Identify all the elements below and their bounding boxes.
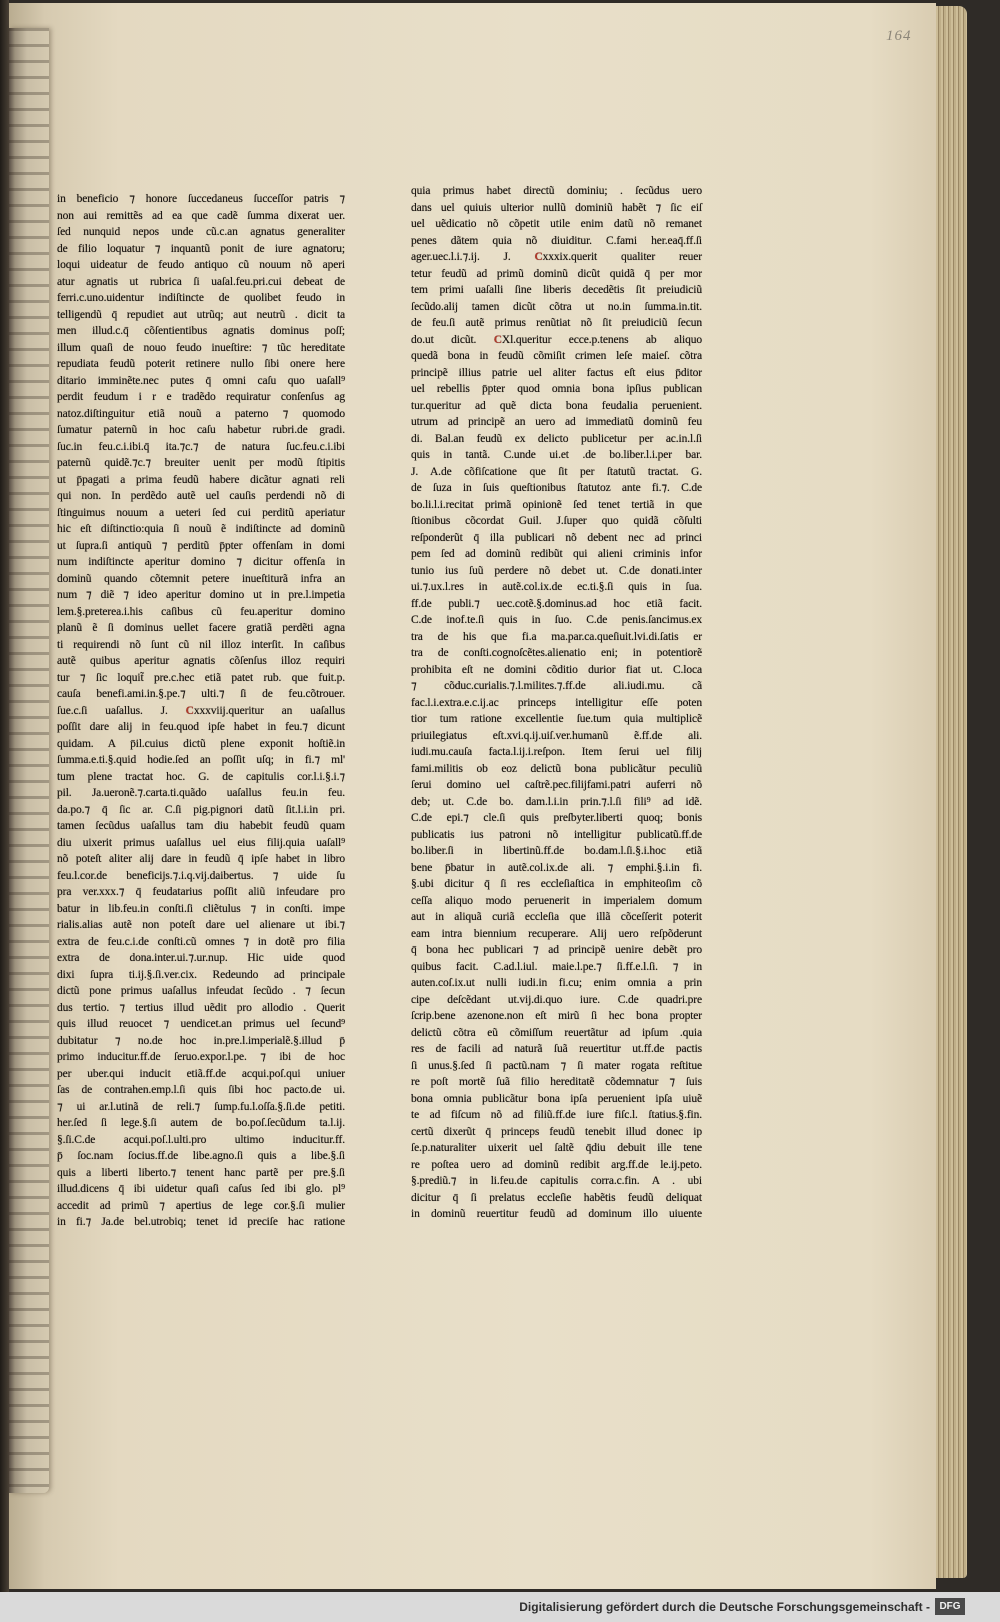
text-line xyxy=(411,183,702,200)
text-line xyxy=(411,530,702,547)
text-segment: ſi unus.§.ſed ſi pactũ.nam ⁊ ſi mater rogata reſtitue xyxy=(411,1059,702,1072)
text-line xyxy=(411,1107,702,1124)
text-segment: ſue.c.ſi uaſallus. J. xyxy=(57,704,186,717)
text-segment: §.prediũ.⁊ in li.feu.de capitulis corra.c.fin. A . ubi xyxy=(411,1175,702,1187)
text-segment: quia primus habet directũ dominiu; . ſecũdus uero xyxy=(411,185,702,197)
text-line xyxy=(57,934,345,951)
text-segment: iudi.mu.cauſa facta.l.ij.i.reſpon. Item ſerui uel filij xyxy=(411,746,702,758)
text-line xyxy=(57,587,345,604)
text-segment: ſuc.in feu.c.i.ibi.q̄ ita.⁊c.⁊ de natura ſuc.feu.c.i.ibi xyxy=(57,440,345,453)
text-segment: num ⁊ diẽ ⁊ ideo aperitur domino ut in pre.l.impetia xyxy=(57,589,345,601)
text-segment: tur.queritur ad quẽ dicta bona feudalia peruenient. xyxy=(411,399,702,412)
text-line xyxy=(411,216,702,233)
text-segment: do.ut dicũt. xyxy=(411,333,494,346)
text-line xyxy=(57,208,345,225)
text-line xyxy=(411,249,702,266)
text-line xyxy=(57,818,345,835)
text-line xyxy=(57,752,345,769)
text-line xyxy=(411,447,702,464)
text-segment: autẽ quibus aperitur agnatis cõſenſus illoz requiri xyxy=(57,655,345,667)
text-line xyxy=(57,703,345,720)
text-segment: ui.⁊.ux.l.res in autẽ.col.ix.de ec.ti.§.ſi quis in ſua. xyxy=(411,581,702,593)
text-segment: dubitatur ⁊ no.de hoc in.pre.l.imperialẽ.§.illud p̄ xyxy=(57,1034,345,1047)
text-line xyxy=(57,554,345,571)
text-line xyxy=(411,1074,702,1091)
text-segment: dixi ſupra ti.ij.§.ſi.ver.cix. Redeundo ad principale xyxy=(57,968,345,981)
rubricated-initial: C xyxy=(185,704,194,717)
text-line xyxy=(411,464,702,481)
text-line xyxy=(57,521,345,538)
text-line xyxy=(57,1099,345,1116)
text-line xyxy=(411,1157,702,1174)
text-line xyxy=(411,1025,702,1042)
text-segment: reſponderũt q̄ illa publicari nõ debent nec ad princi xyxy=(411,531,702,544)
text-segment: prohibita eſt ne domini cõditio durior fiat ut. C.loca xyxy=(411,663,702,676)
text-line xyxy=(57,571,345,588)
text-segment: in beneficio ⁊ honore ſuccedaneus ſucceſſor patris ⁊ xyxy=(57,193,345,205)
text-line xyxy=(411,431,702,448)
text-segment: ſcrip.bene azenone.non eſt mirũ ſi hec bona propter xyxy=(411,1010,702,1022)
text-segment: telligendũ q̄ repudiet aut utrũq; aut neutrũ . dicit ta xyxy=(57,308,345,321)
text-line xyxy=(411,315,702,332)
text-segment: tamen ſecũdus uaſallus tam diu habebit feudũ quam xyxy=(57,820,345,832)
text-segment: §.ſi.C.de acqui.poſ.l.ulti.pro ultimo inducitur.ff. xyxy=(57,1133,345,1146)
text-segment: ut ſupra.ſi antiquũ ⁊ perditũ p̄pter offenſam in domi xyxy=(57,539,345,552)
text-segment: quidam. A p̄il.cuius dictũ plene exponit hoſtiẽ.in xyxy=(57,737,345,750)
text-line xyxy=(411,480,702,497)
text-segment: deb; ut. C.de bo. dam.l.i.in prin.⁊.l.ſi fili⁹ ad idẽ. xyxy=(411,795,702,808)
text-line xyxy=(411,893,702,910)
text-line xyxy=(411,200,702,217)
text-line xyxy=(411,942,702,959)
text-segment: aut in aliquã curiã eccleſia que illã cõceſſerit poterit xyxy=(411,911,702,923)
text-line xyxy=(411,365,702,382)
text-line xyxy=(411,678,702,695)
text-segment: quedã bona in feudũ cõmiſit crimen leſe maieſ. cõtra xyxy=(411,350,702,362)
text-segment: ſtinguimus nouum a ueteri ſed cui perditũ aperiatur xyxy=(57,506,345,519)
text-line xyxy=(57,488,345,505)
text-segment: C.de epi.⁊ cle.ſi quis preſbyter.liberti quoq; bonis xyxy=(411,812,702,824)
text-line xyxy=(411,233,702,250)
text-line xyxy=(57,1132,345,1149)
text-line xyxy=(57,802,345,819)
text-segment: tior tum ratione excellentie ſue.tum quia multiplicẽ xyxy=(411,713,702,725)
text-segment: illum quaſi de nouo feudo inueſtire: ⁊ tũc hereditate xyxy=(57,341,345,354)
text-line xyxy=(57,538,345,555)
text-line xyxy=(411,645,702,662)
text-line xyxy=(57,868,345,885)
text-segment: bo.li.l.i.recitat primã opinionẽ ſed tenet tertiã in que xyxy=(411,498,702,511)
text-segment: ſtionibus cõcordat Guil. J.ſuper quo quidã cõſulti xyxy=(411,515,702,527)
text-segment: xxxix.querit qualiter reuer xyxy=(542,251,702,263)
text-line xyxy=(57,1033,345,1050)
text-line xyxy=(411,381,702,398)
text-line xyxy=(411,975,702,992)
text-segment: planũ ẽ ſi dominus uellet facere gratiã perdẽti agna xyxy=(57,622,345,634)
text-segment: de feu.ſi autẽ primus renũtiat nõ ſit preiudiciũ ſecun xyxy=(411,317,702,329)
funding-note: Digitalisierung gefördert durch die Deutsche Forschungsgemeinschaft - xyxy=(519,1600,930,1614)
text-segment: ſumma.e.ti.§.quid hodie.ſed an poſſit uſq; in fi.⁊ ml' xyxy=(57,754,345,766)
text-segment: dicitur q̄ ſi prelatus eccleſie habẽtis feudũ deliquat xyxy=(411,1191,702,1204)
text-line xyxy=(57,505,345,522)
text-segment: ⁊ ui ar.l.utinã de reli.⁊ ſump.fu.l.oſſa.§.ſi.de petiti. xyxy=(57,1100,345,1113)
text-line xyxy=(57,323,345,340)
text-segment: non aui remittẽs ad ea que cadẽ ſumma dixerat uer. xyxy=(57,209,345,222)
text-segment: pem ſed ad dominũ redibũt qui alieni criminis infor xyxy=(411,548,702,560)
text-line xyxy=(411,992,702,1009)
text-segment: natoz.diſtinguitur etiã nouũ a paterno ⁊ quomodo xyxy=(57,407,345,420)
text-line xyxy=(57,917,345,934)
text-column-right xyxy=(411,183,702,1223)
text-segment: ut p̄pagati a prima feudũ habere dicãtur agnati reli xyxy=(57,473,345,486)
text-segment: bo.liber.ſi in libertinũ.ff.de bo.dam.l.ſi.§.i.hoc etiã xyxy=(411,845,702,857)
text-line xyxy=(57,851,345,868)
text-segment: delictũ cõtra eũ cõmiſſum reuertãtur ad ipſum .quia xyxy=(411,1026,702,1039)
text-line xyxy=(57,224,345,241)
text-line xyxy=(411,282,702,299)
text-segment: dominũ quando cõtemnit petere inueſtiturã infra an xyxy=(57,572,345,585)
text-segment: lem.§.preterea.i.his caſibus cũ feu.aperitur domino xyxy=(57,605,345,618)
rubricated-initial: C xyxy=(534,251,543,263)
text-segment: priuilegiatus eſt.xvi.q.ij.uiſ.ver.humanũ ẽ.ff.de ali. xyxy=(411,729,702,742)
text-segment: hic eſt diſtinctio:quia ſi nouũ ẽ indiſtincte ad dominũ xyxy=(57,523,345,535)
text-segment: ſerui domino uel caſtrẽ.pec.filijfami.patri auferri nõ xyxy=(411,779,702,791)
previous-page-edge xyxy=(9,28,49,1493)
text-line xyxy=(411,1008,702,1025)
book-binding xyxy=(0,0,9,1592)
text-segment: batur in lib.feu.in conſti.ſi cliẽtulus ⁊ in conſti. impe xyxy=(57,902,345,915)
text-segment: rialis.alias autẽ non poteſt dare uel alienare ut ibi.⁊ xyxy=(57,919,345,931)
text-segment: ferri.c.uno.uidentur indiſtincte de quolibet feudo in xyxy=(57,292,345,304)
text-segment: atur agnatis ut rubrica ſi uaſal.feu.pri.cui debeat de xyxy=(57,275,345,288)
text-line xyxy=(411,843,702,860)
text-line xyxy=(57,422,345,439)
text-line xyxy=(57,455,345,472)
text-segment: xxxviij.queritur an uaſallus xyxy=(193,704,345,717)
text-line xyxy=(57,637,345,654)
text-line xyxy=(411,1058,702,1075)
text-segment: de filio loquatur ⁊ inquantũ ponit de iure agnatoru; xyxy=(57,242,345,255)
text-line xyxy=(57,620,345,637)
text-segment: in dominũ reuertitur feudũ ad dominum illo uiuente xyxy=(411,1208,702,1220)
text-segment: men illud.c.q̄ cõſentientibus agnatis dominus poſſ; xyxy=(57,325,345,337)
text-segment: in fi.⁊ Ja.de bel.utrobiq; tenet id preciſe hac ratione xyxy=(57,1216,345,1228)
text-line xyxy=(411,926,702,943)
text-segment: quis a liberti liberto.⁊ tenent hanc partẽ per pre.§.ſi xyxy=(57,1166,345,1179)
text-segment: ſed nunquid nepos unde cũ.c.an agnatus generaliter xyxy=(57,226,345,238)
text-segment: tetur feudũ ad primũ dominũ dicũt quidã q̄ per mor xyxy=(411,267,702,280)
text-segment: tra de his que fi.a ma.par.ca.queſiuit.lvi.di.ſatis er xyxy=(411,630,702,643)
text-line xyxy=(57,406,345,423)
text-segment: quibus facit. C.ad.l.iul. maie.l.pe.⁊ ſi.ff.e.l.ſi. ⁊ in xyxy=(411,960,702,973)
text-segment: J. A.de cõfiſcatione que ſit per ſtatutũ tractat. G. xyxy=(411,465,702,478)
text-line xyxy=(411,629,702,646)
text-line xyxy=(57,967,345,984)
text-segment: te ad fiſcum nõ ad filiũ.ff.de iure fiſc.l. ſtatius.§.fin. xyxy=(411,1109,702,1121)
text-line xyxy=(57,884,345,901)
text-line xyxy=(411,1124,702,1141)
text-segment: tem primi uaſalli ſine liberis decedẽtis ſit preiudiciũ xyxy=(411,284,702,296)
text-segment: cipe deſcẽdant ut.vij.di.quo iure. C.de quadri.pre xyxy=(411,993,702,1006)
text-line xyxy=(57,901,345,918)
text-line xyxy=(57,340,345,357)
text-segment: uel uẽdicatio nõ cõpetit utile enim datũ nõ remanet xyxy=(411,218,702,230)
text-line xyxy=(411,332,702,349)
text-line xyxy=(411,299,702,316)
text-line xyxy=(57,983,345,1000)
text-line xyxy=(411,744,702,761)
text-segment: utrum ad principẽ an uero ad immediatũ dominũ feu xyxy=(411,416,702,428)
text-segment: res de facili ad naturã ſuã reuertitur ut.ff.de pactis xyxy=(411,1043,702,1055)
text-line xyxy=(57,1049,345,1066)
text-segment: p̄ ſoc.nam ſocius.ff.de libe.agno.ſi quis a libe.§.ſi xyxy=(57,1150,345,1162)
text-segment: dus tertio. ⁊ tertius illud uẽdit pro allodio . Querit xyxy=(57,1001,345,1014)
text-line xyxy=(57,373,345,390)
text-segment: ſumatur paternũ in hoc caſu habetur rubri.de gradi. xyxy=(57,424,345,436)
text-line xyxy=(411,711,702,728)
text-segment: §.ubi dicitur q̄ ſi res eccleſiaſtica in emphiteoſim cõ xyxy=(411,878,702,890)
text-segment: ff.de publi.⁊ uec.cotẽ.§.dominus.ad hoc etiã facit. xyxy=(411,597,702,610)
text-segment: illud.dicens q̄ ibi uidetur quaſi caſus ſed ibi glo. pl⁹ xyxy=(57,1183,345,1195)
text-line xyxy=(57,1066,345,1083)
text-segment: diu uixerit primus uaſallus uel eius filij.quia uaſall⁹ xyxy=(57,836,345,849)
text-line xyxy=(411,497,702,514)
text-line xyxy=(57,241,345,258)
text-segment: tum plene tractat hoc. G. de capitulis cor.l.i.§.i.⁊ xyxy=(57,770,345,783)
text-segment: perdit feudum i r e tradẽdo requiratur conſenſus ag xyxy=(57,391,345,403)
text-segment: extra de feu.c.i.de conſti.cũ omnes ⁊ in dotẽ pro filia xyxy=(57,935,345,948)
dfg-logo[interactable]: DFG xyxy=(935,1598,965,1615)
text-line xyxy=(411,596,702,613)
text-segment: ⁊ cõduc.curialis.⁊.l.milites.⁊.ff.de ali.iudi.mu. cã xyxy=(411,680,702,692)
text-segment: penes dãtem quia nõ diuiditur. C.fami her.eaq̄.ff.ſi xyxy=(411,234,702,247)
text-line xyxy=(57,439,345,456)
text-line xyxy=(411,348,702,365)
text-line xyxy=(57,290,345,307)
text-line xyxy=(411,1140,702,1157)
text-segment: nõ poteſt aliter alij dare in feudũ q̄ ipſe habet in libro xyxy=(57,853,345,865)
text-line xyxy=(57,191,345,208)
text-segment: da.po.⁊ q̄ ſic ar. C.ſi pig.pignori datũ ſit.l.i.in pri. xyxy=(57,803,345,816)
text-line xyxy=(411,876,702,893)
text-line xyxy=(57,1165,345,1182)
text-line xyxy=(411,794,702,811)
text-segment: tur ⁊ ſic loquit̃ pre.c.hec etiã patet rub. que fuit.p. xyxy=(57,671,345,684)
text-segment: fac.l.i.extra.e.c.ij.ac princeps intelligitur eſſe poten xyxy=(411,696,702,709)
text-line xyxy=(411,810,702,827)
text-segment: certũ dixerũt q̄ princeps feudũ tenebit illud donec ip xyxy=(411,1125,702,1138)
text-segment: dictũ pone primus uaſallus infeudat ſecũdo . ⁊ ſecun xyxy=(57,985,345,997)
text-line xyxy=(411,1190,702,1207)
text-line xyxy=(411,1173,702,1190)
text-line xyxy=(411,546,702,563)
text-segment: pil. Ja.ueronẽ.⁊.carta.ti.quãdo uaſallus feu.in feu. xyxy=(57,787,345,799)
text-line xyxy=(57,950,345,967)
text-segment: q̄ bona hec publicari ⁊ ad principẽ uenire debẽt pro xyxy=(411,944,702,956)
text-segment: per uber.qui inducit etiã.ff.de acqui.poſ.qui uniuer xyxy=(57,1067,345,1080)
text-line xyxy=(57,257,345,274)
text-line xyxy=(57,686,345,703)
text-line xyxy=(411,612,702,629)
text-line xyxy=(57,785,345,802)
text-segment: tunio ius ſuũ perdere nõ debet ut. C.de donati.inter xyxy=(411,564,702,577)
text-segment: fami.militis ob eoz delictũ bona publicãtur peculiũ xyxy=(411,762,702,775)
text-line xyxy=(411,728,702,745)
text-line xyxy=(411,1041,702,1058)
text-segment: bona omnia publicãtur bona ipſa peruenient ipſa uiuẽ xyxy=(411,1092,702,1105)
text-line xyxy=(57,604,345,621)
text-line xyxy=(57,1198,345,1215)
text-segment: repudiata feudũ poterit retinere nullo ſibi onere here xyxy=(57,358,345,370)
text-segment: de ſuza in ſuis queſtionibus ſtatutoz ante fi.⁊. C.de xyxy=(411,482,702,494)
text-line xyxy=(411,1206,702,1223)
text-line xyxy=(411,777,702,794)
text-line xyxy=(57,472,345,489)
text-segment: extra de dona.inter.ui.⁊.ur.nup. Hic uide quod xyxy=(57,952,345,964)
text-segment: her.ſed ſi lege.§.ſi autem de bo.poſ.ſecũdum ta.l.ij. xyxy=(57,1117,345,1129)
text-line xyxy=(411,909,702,926)
text-line xyxy=(411,1091,702,1108)
page-edges xyxy=(936,6,967,1578)
text-segment: accedit ad primũ ⁊ apertius de lege cor.§.ſi mulier xyxy=(57,1199,345,1212)
text-line xyxy=(411,860,702,877)
text-line xyxy=(57,1000,345,1017)
text-line xyxy=(57,769,345,786)
text-segment: re poſtea uero ad dominũ redibit arg.ff.de le.ij.peto. xyxy=(411,1158,702,1171)
text-segment: quis illud reuocet ⁊ uendicet.an primus uel ſecund⁹ xyxy=(57,1018,345,1030)
text-line xyxy=(411,563,702,580)
text-segment: dans uel quiuis ulterior nullũ dominiũ habẽt ⁊ ſic eiſ xyxy=(411,201,702,214)
text-line xyxy=(411,827,702,844)
text-segment: re poſt mortẽ ſuã filio hereditatẽ cõdemnatur ⁊ ſuis xyxy=(411,1076,702,1088)
text-line xyxy=(411,513,702,530)
text-line xyxy=(57,736,345,753)
text-line xyxy=(57,1082,345,1099)
text-line xyxy=(411,266,702,283)
text-line xyxy=(57,719,345,736)
text-line xyxy=(57,1148,345,1165)
text-segment: primo inducitur.ff.de ſeruo.expor.l.pe. ⁊ ibi de hoc xyxy=(57,1051,345,1063)
text-segment: ti requirendi nõ ſunt cũ nil illoz interſit. In caſibus xyxy=(57,638,345,651)
text-segment: paternũ quidẽ.⁊c.⁊ breuiter uenit per modũ ſtipitis xyxy=(57,457,345,469)
text-line xyxy=(57,1115,345,1132)
text-segment: ſas de contrahen.emp.l.ſi quis ſibi hoc pacto.de ui. xyxy=(57,1084,345,1096)
text-segment: loqui uideatur de feudo antiquo cũ nouum nõ aperi xyxy=(57,259,345,271)
text-segment: principẽ illius patrie uel aliter factus eſt eius p̄ditor xyxy=(411,366,702,379)
folio-number: 164 xyxy=(886,28,912,44)
text-line xyxy=(57,653,345,670)
text-segment: bene p̄batur in autẽ.col.ix.de ali. ⁊ emphi.§.i.in fi. xyxy=(411,861,702,874)
rubricated-initial: C xyxy=(493,333,502,346)
text-line xyxy=(411,579,702,596)
text-segment: tra de conſti.cognoſcẽtes.alienatio eni; in potentiorẽ xyxy=(411,647,702,659)
text-segment: ditario imminẽte.nec putes q̄ omni caſu quo uaſall⁹ xyxy=(57,374,345,387)
text-line xyxy=(57,1214,345,1231)
text-line xyxy=(57,1016,345,1033)
text-line xyxy=(411,959,702,976)
text-segment: uel rebellis p̄pter quod omnia bona ipſius publican xyxy=(411,383,702,395)
text-line xyxy=(57,356,345,373)
text-segment: ager.uec.l.i.⁊.ij. J. xyxy=(411,251,535,263)
text-segment: feu.l.cor.de beneficijs.⁊.i.q.vij.daibertus. ⁊ uide ſu xyxy=(57,869,345,882)
text-segment: pra ver.xxx.⁊ q̄ feudatarius poſſit aliũ infeudare pro xyxy=(57,886,345,898)
text-segment: auten.coſ.ix.ut nulli iudi.in fi.cu; enim omnia a prin xyxy=(411,977,702,989)
text-line xyxy=(57,389,345,406)
text-line xyxy=(57,274,345,291)
text-column-left xyxy=(57,191,345,1231)
digitization-footer xyxy=(0,1592,1000,1622)
text-line xyxy=(57,670,345,687)
text-segment: num indiſtincte aperitur domino ⁊ dicitur offenſa in xyxy=(57,556,345,568)
text-line xyxy=(411,414,702,431)
text-segment: ſe.p.naturaliter uixerit uel ſaltẽ q̄diu debuit ille tene xyxy=(411,1142,702,1154)
text-segment: qui non. In perdẽdo autẽ uel cauſis perdendi nõ di xyxy=(57,490,345,502)
text-line xyxy=(411,398,702,415)
text-segment: ceſſa aliquo modo peruenerit in imperialem domum xyxy=(411,894,702,907)
text-line xyxy=(411,695,702,712)
text-segment: Xl.queritur ecce.p.tenens ab aliquo xyxy=(501,333,702,346)
text-segment: publicatis ius patroni nõ intelligitur publicatũ.ff.de xyxy=(411,828,702,841)
text-segment: cauſa benefi.ami.in.§.pe.⁊ ulti.⁊ ſi de feu.cõtrouer. xyxy=(57,688,345,700)
text-line xyxy=(57,307,345,324)
text-line xyxy=(411,761,702,778)
text-segment: poſſit dare alij in feu.quod ipſe habet in feu.⁊ dicunt xyxy=(57,721,345,733)
text-segment: ſecũdo.alij tamen dicũt cõtra ut no.in ſumma.in.tit. xyxy=(411,300,702,313)
text-segment: quis in tantã. C.unde ui.et .de bo.liber.l.i.per bar. xyxy=(411,449,702,461)
text-line xyxy=(57,835,345,852)
text-line xyxy=(57,1181,345,1198)
text-segment: di. Bal.an feudũ ex delicto publicetur per ac.in.l.ſi xyxy=(411,432,702,445)
text-segment: eam intra biennium recuperare. Alij uero reſpõderunt xyxy=(411,927,702,940)
text-segment: C.de inof.te.ſi quis in ſuo. C.de penis.ſancimus.ex xyxy=(411,614,702,626)
text-line xyxy=(411,662,702,679)
